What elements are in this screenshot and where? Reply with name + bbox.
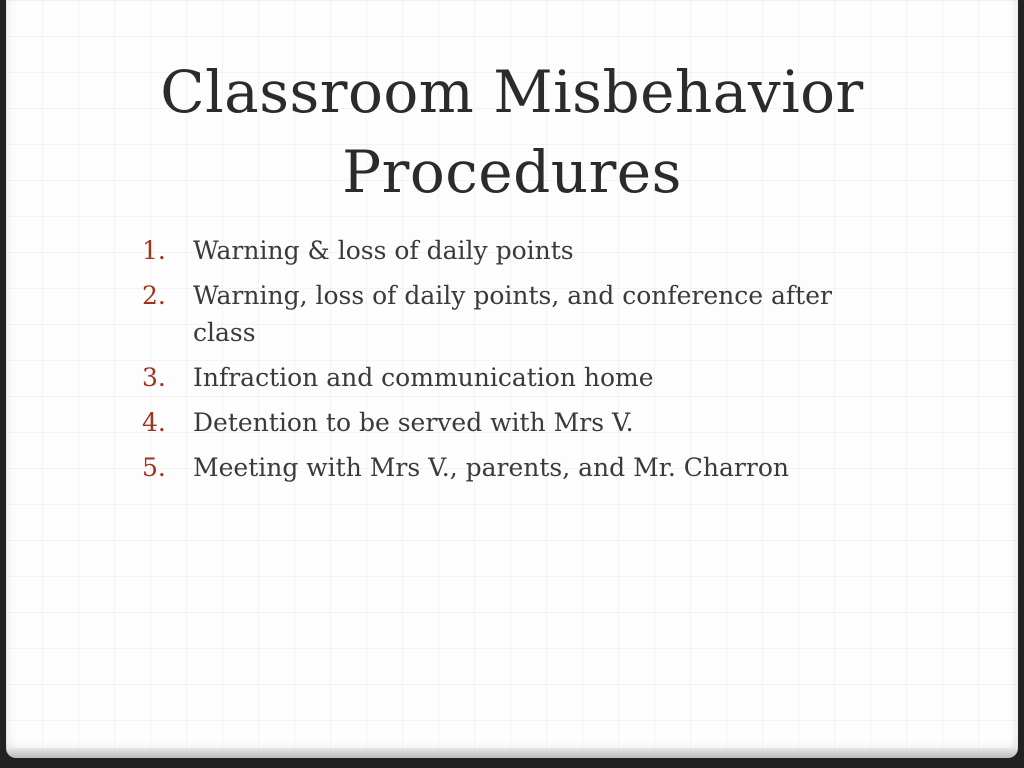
- list-item: [136, 232, 896, 269]
- list-item: [136, 404, 896, 441]
- list-item-number: 2.: [142, 281, 166, 310]
- list-item: [136, 449, 896, 486]
- list-item-text: Infraction and communication home: [193, 363, 654, 392]
- list-item-text: Warning & loss of daily points: [193, 236, 574, 265]
- list-item: [136, 359, 896, 396]
- list-item-number: 5.: [142, 453, 166, 482]
- slide-title: [6, 52, 1018, 212]
- slide-title-line-1: Classroom Misbehavior: [160, 58, 864, 126]
- slide-bottom-edge: [6, 748, 1018, 758]
- procedure-list: [136, 232, 896, 494]
- list-item-text: Detention to be served with Mrs V.: [193, 408, 634, 437]
- list-item-number: 3.: [142, 363, 166, 392]
- slide: [6, 0, 1018, 756]
- list-item-number: 1.: [142, 236, 166, 265]
- list-item: [136, 277, 896, 351]
- list-item-text: Meeting with Mrs V., parents, and Mr. Charron: [193, 453, 789, 482]
- slide-title-line-2: Procedures: [342, 138, 682, 206]
- list-item-text: Warning, loss of daily points, and conference after class: [193, 281, 832, 347]
- list-item-number: 4.: [142, 408, 166, 437]
